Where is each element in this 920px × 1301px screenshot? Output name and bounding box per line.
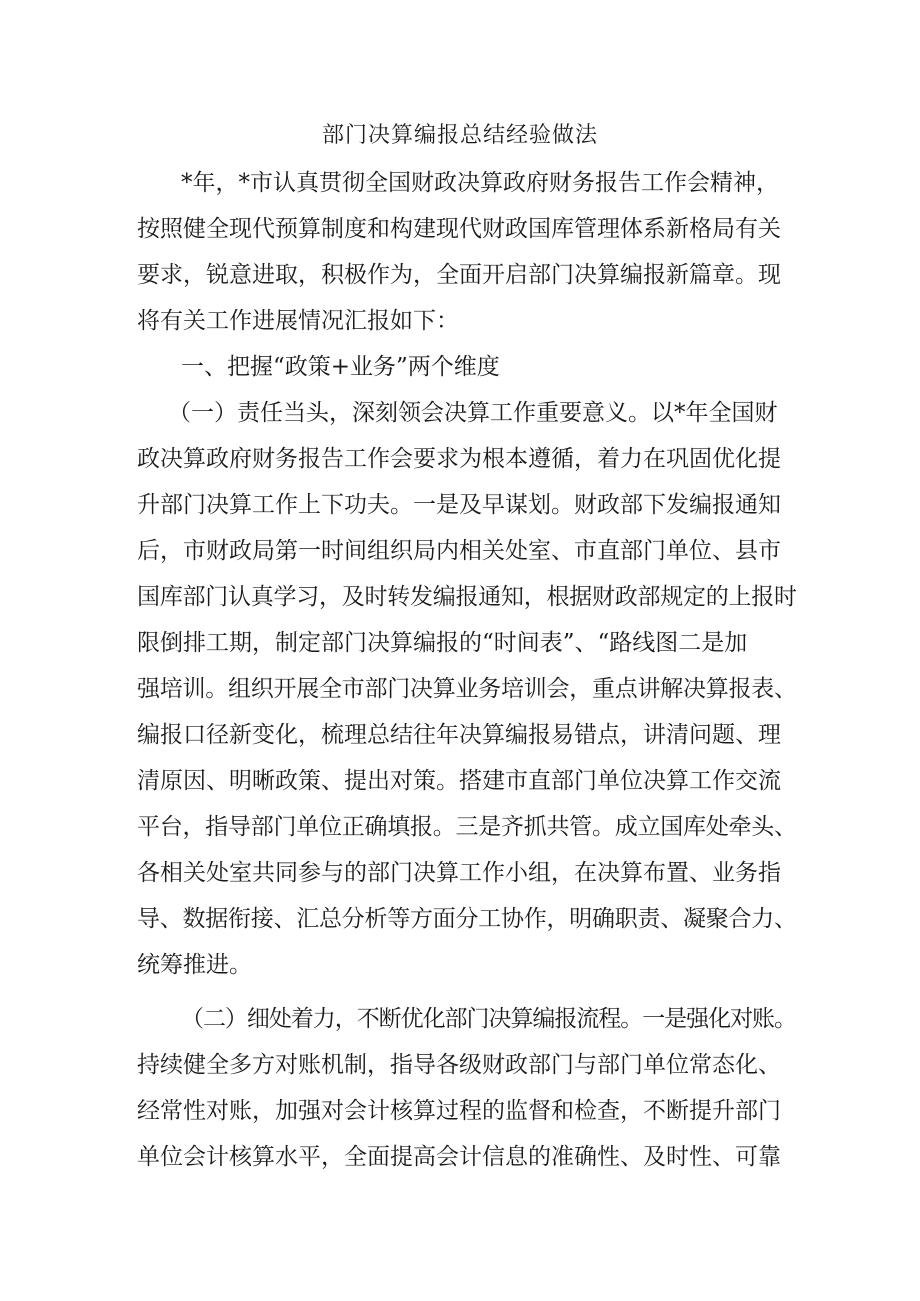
paragraph-line: 统筹推进。 — [137, 952, 252, 978]
section-heading: 一、把握“政策+业务”两个维度 — [181, 354, 500, 380]
paragraph-line: （一）责任当头，深刻领会决算工作重要意义。以*年全国财 — [168, 400, 778, 426]
paragraph-line: 强培训。组织开展全市部门决算业务培训会，重点讲解决算报表、 — [137, 676, 797, 702]
paragraph-line: 限倒排工期，制定部门决算编报的“时间表”、“路线图二是加 — [137, 630, 748, 656]
paragraph-line: 政决算政府财务报告工作会要求为根本遵循，着力在巩固优化提 — [137, 446, 781, 472]
paragraph-line: 要求，锐意进取，积极作为，全面开启部门决算编报新篇章。现 — [137, 262, 781, 288]
paragraph-line: 清原因、明晰政策、提出对策。搭建市直部门单位决算工作交流 — [137, 768, 781, 794]
paragraph-line: （二）细处着力，不断优化部门决算编报流程。一是强化对账。 — [181, 1006, 796, 1032]
paragraph-line: 平台，指导部门单位正确填报。三是齐抓共管。成立国库处牵头、 — [137, 814, 797, 840]
document-title: 部门决算编报总结经验做法 — [321, 123, 598, 148]
paragraph-line: 升部门决算工作上下功夫。一是及早谋划。财政部下发编报通知 — [137, 492, 781, 518]
paragraph-line: 单位会计核算水平，全面提高会计信息的准确性、及时性、可靠 — [137, 1144, 781, 1170]
paragraph-line: *年，*市认真贯彻全国财政决算政府财务报告工作会精神， — [181, 170, 779, 196]
paragraph-line: 国库部门认真学习，及时转发编报通知，根据财政部规定的上报时 — [137, 584, 797, 610]
paragraph-line: 编报口径新变化，梳理总结往年决算编报易错点，讲清问题、理 — [137, 722, 781, 748]
paragraph-line: 持续健全多方对账机制，指导各级财政部门与部门单位常态化、 — [137, 1052, 781, 1078]
paragraph-line: 将有关工作进展情况汇报如下： — [137, 308, 459, 334]
paragraph-line: 经常性对账，加强对会计核算过程的监督和检查，不断提升部门 — [137, 1098, 781, 1124]
paragraph-line: 后，市财政局第一时间组织局内相关处室、市直部门单位、县市 — [137, 538, 781, 564]
paragraph-line: 按照健全现代预算制度和构建现代财政国库管理体系新格局有关 — [137, 216, 781, 242]
paragraph-line: 导、数据衔接、汇总分析等方面分工协作，明确职责、凝聚合力、 — [137, 906, 797, 932]
paragraph-line: 各相关处室共同参与的部门决算工作小组，在决算布置、业务指 — [137, 860, 781, 886]
